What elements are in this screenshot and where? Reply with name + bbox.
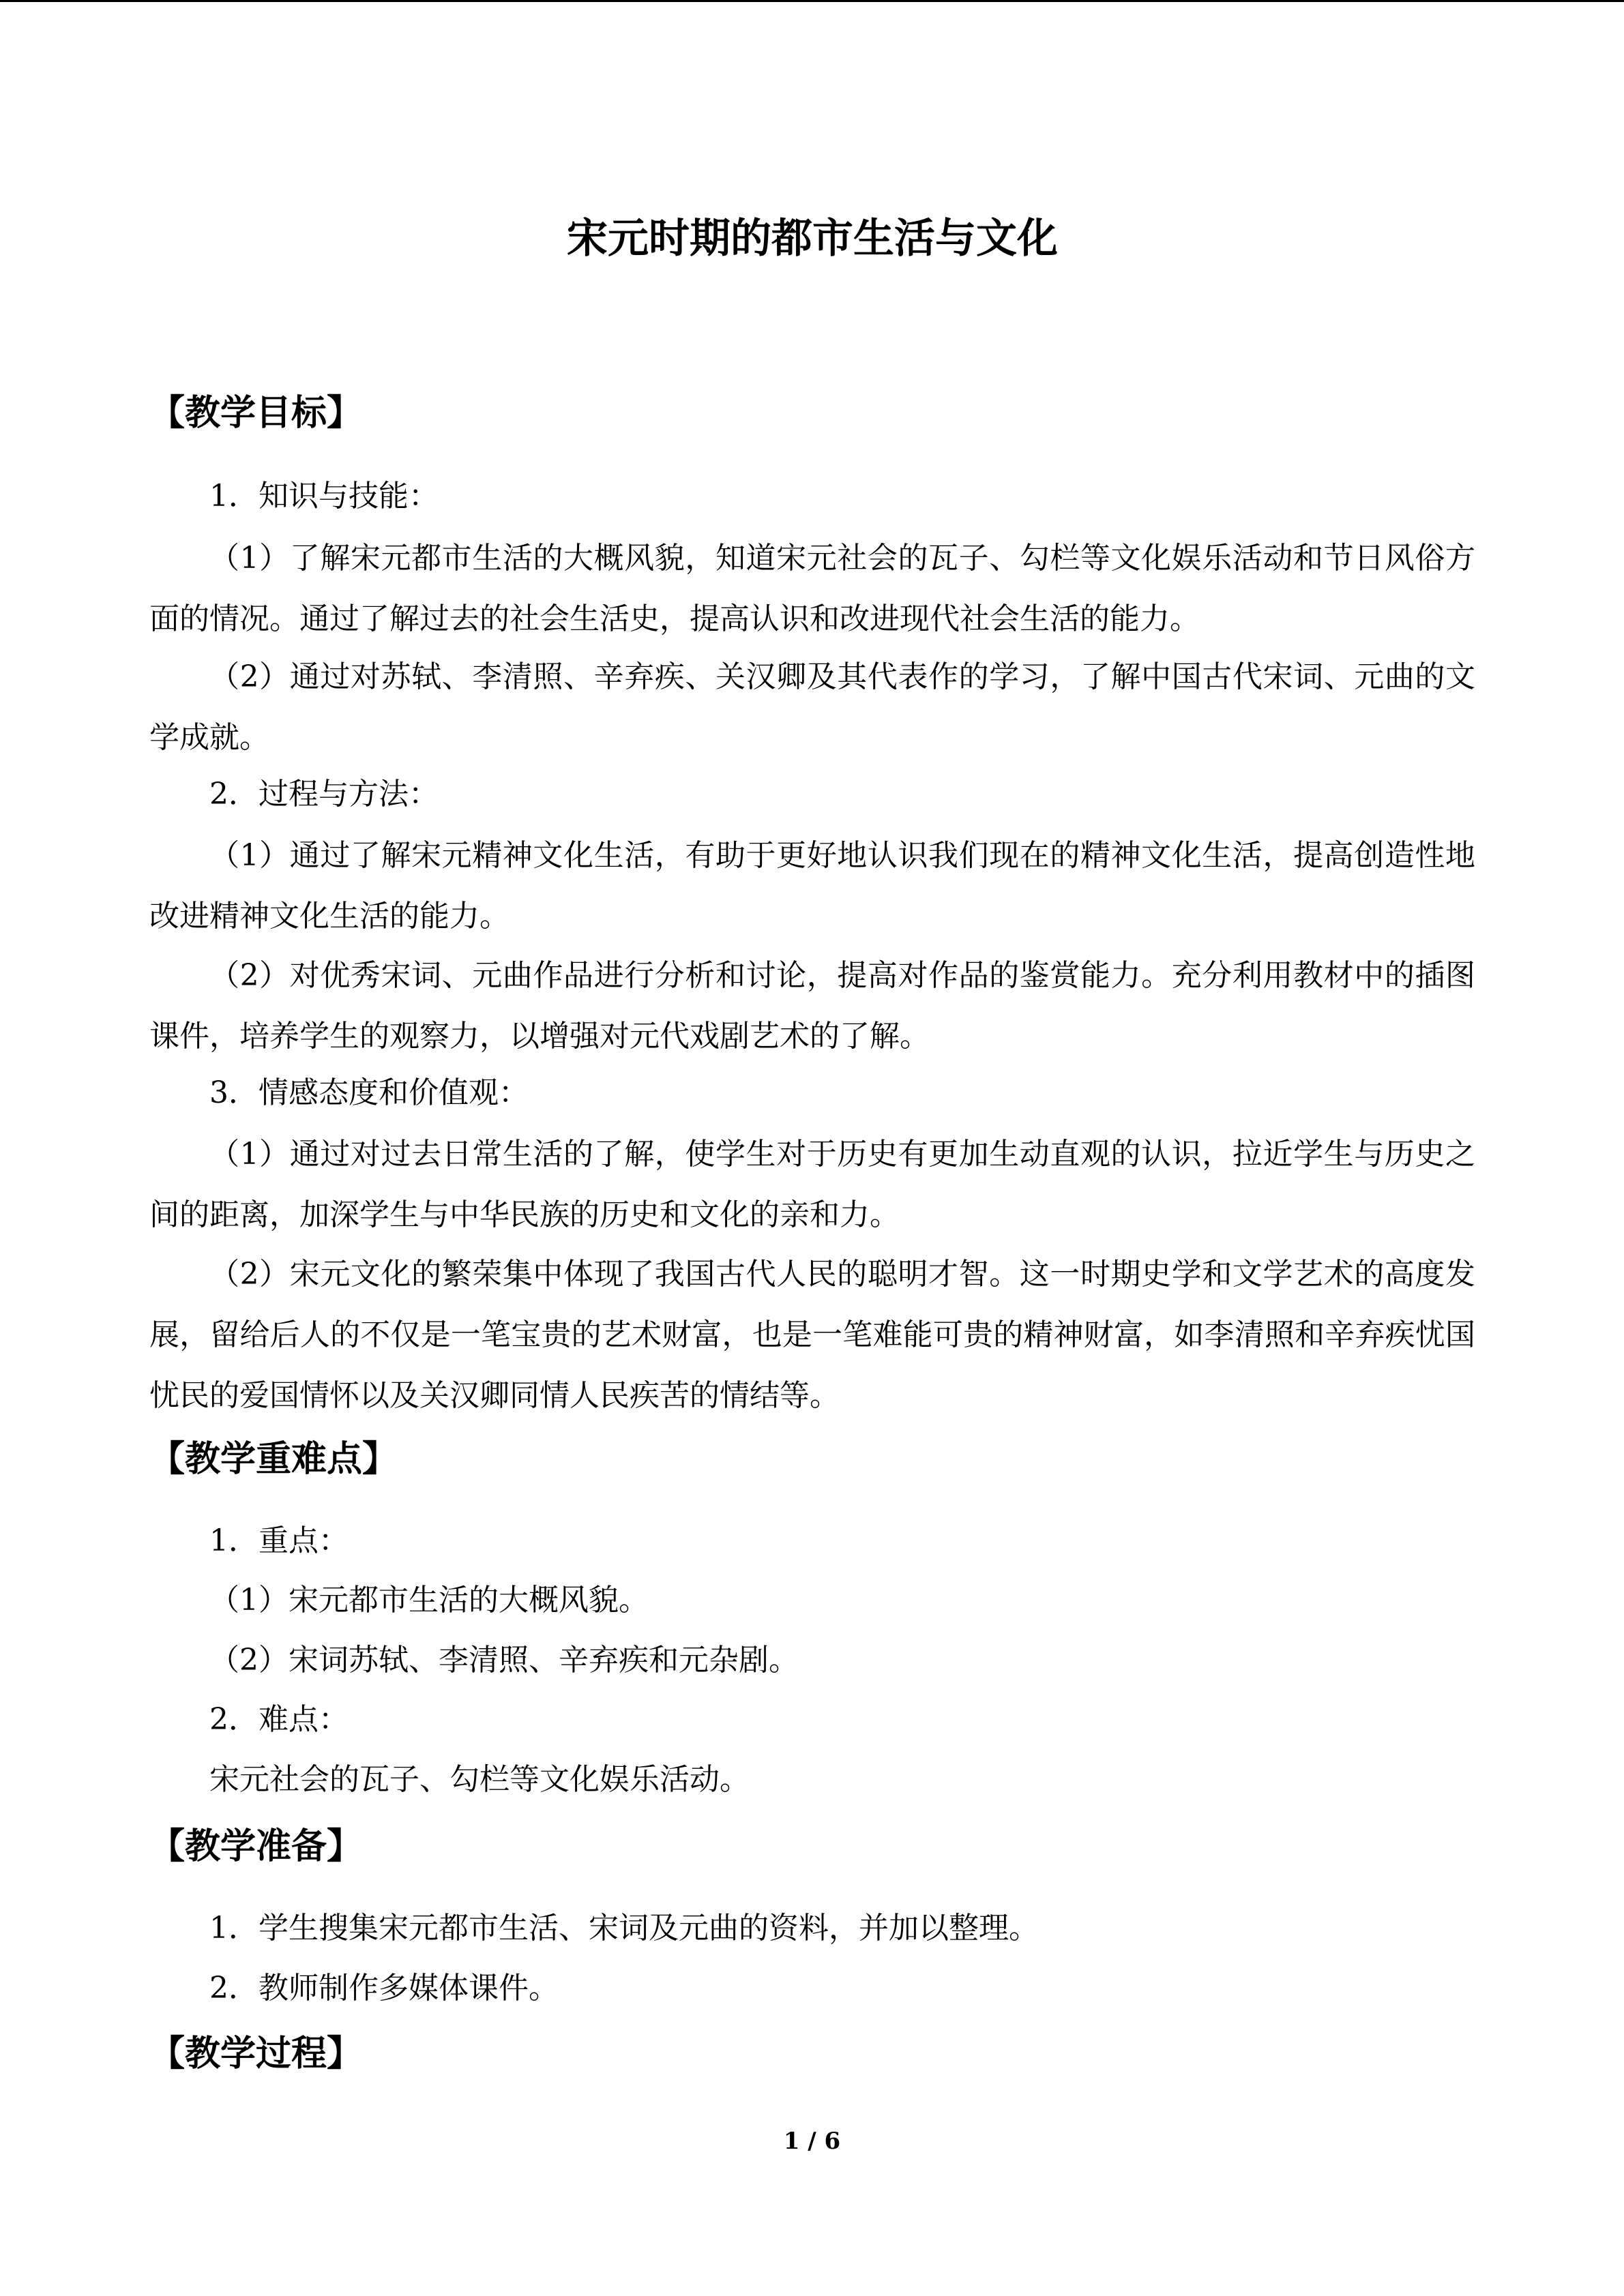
emotion-paragraph-1: （1）通过对过去日常生活的了解，使学生对于历史有更加生动直观的认识，拉近学生与历史之间的距离，加深学生与中华民族的历史和文化的亲和力。 xyxy=(149,1137,1475,1232)
process-paragraph-2: （2）对优秀宋词、元曲作品进行分析和讨论，提高对作品的鉴赏能力。充分利用教材中的插图课件，培养学生的观察力，以增强对元代戏剧艺术的了解。 xyxy=(149,958,1475,1054)
focus-label: 1．重点： xyxy=(209,1523,349,1558)
emotion-label: 3．情感态度和价值观： xyxy=(209,1075,529,1110)
process-label: 2．过程与方法： xyxy=(209,777,439,811)
heading-preparation: 【教学准备】 xyxy=(149,1826,363,1867)
preparation-item-1: 1．学生搜集宋元都市生活、宋词及元曲的资料，并加以整理。 xyxy=(209,1911,1039,1945)
process-paragraph-1: （1）通过了解宋元精神文化生活，有助于更好地认识我们现在的精神文化生活，提高创造性地改进精神文化生活的能力。 xyxy=(149,838,1475,934)
focus-item-2: （2）宋词苏轼、李清照、辛弃疾和元杂剧。 xyxy=(209,1643,799,1678)
preparation-item-2: 2．教师制作多媒体课件。 xyxy=(209,1971,559,2006)
knowledge-paragraph-2: （2）通过对苏轼、李清照、辛弃疾、关汉卿及其代表作的学习，了解中国古代宋词、元曲的文学成就。 xyxy=(149,659,1475,755)
knowledge-paragraph-1: （1）了解宋元都市生活的大概风貌，知道宋元社会的瓦子、勾栏等文化娱乐活动和节日风俗方面的情况。通过了解过去的社会生活史，提高认识和改进现代社会生活的能力。 xyxy=(149,541,1475,636)
emotion-paragraph-2: （2）宋元文化的繁荣集中体现了我国古代人民的聪明才智。这一时期史学和文学艺术的高度发展，留给后人的不仅是一笔宝贵的艺术财富，也是一笔难能可贵的精神财富，如李清照和辛弃疾忧国忧民的爱国情怀以及关汉卿同情人民疾苦的情结等。 xyxy=(149,1257,1475,1413)
difficulty-text: 宋元社会的瓦子、勾栏等文化娱乐活动。 xyxy=(209,1762,750,1797)
page-number: 1 / 6 xyxy=(783,2128,841,2155)
heading-key-points: 【教学重难点】 xyxy=(149,1439,398,1480)
heading-objectives: 【教学目标】 xyxy=(149,393,363,434)
document-title: 宋元时期的都市生活与文化 xyxy=(567,215,1058,263)
knowledge-label: 1．知识与技能： xyxy=(209,479,439,513)
top-border xyxy=(0,0,1624,2)
difficulty-label: 2．难点： xyxy=(209,1702,349,1737)
heading-process: 【教学过程】 xyxy=(149,2033,363,2074)
focus-item-1: （1）宋元都市生活的大概风貌。 xyxy=(209,1583,649,1617)
